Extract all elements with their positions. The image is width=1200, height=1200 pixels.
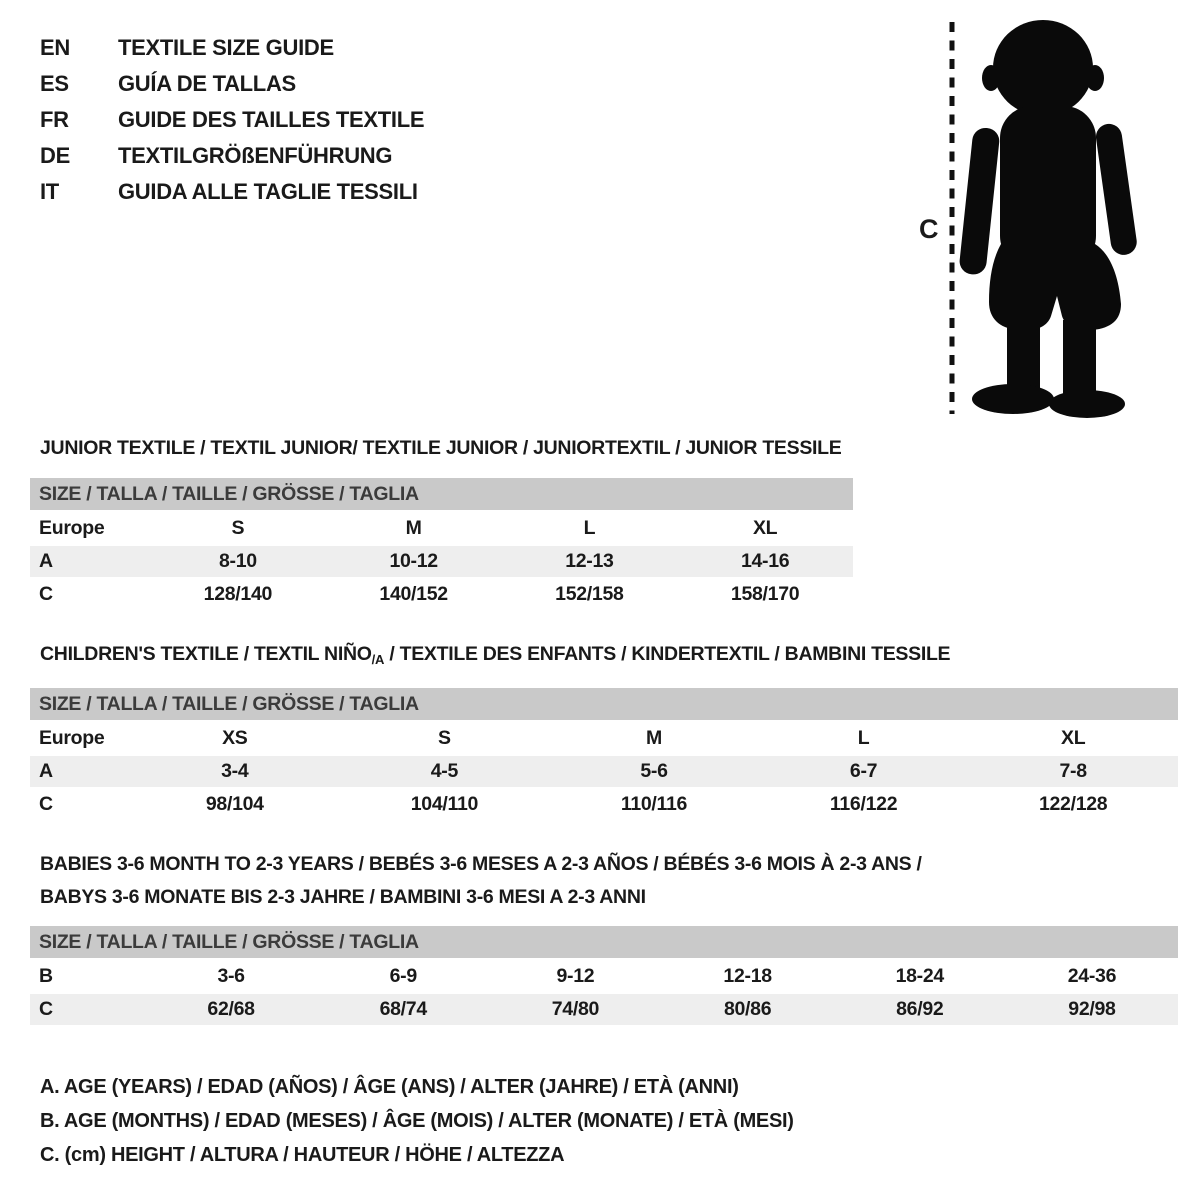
measure-legend [40, 1070, 794, 1172]
children-title-sub: /A [371, 652, 385, 667]
table-row-age-years [30, 756, 1178, 787]
lang-row-es [40, 66, 424, 102]
size-cell: 158/170 [730, 583, 800, 605]
lang-row-fr [40, 102, 424, 138]
lang-code: IT [40, 179, 59, 204]
size-cell: S [438, 727, 451, 749]
children-section-title [40, 642, 950, 672]
table-row-age-years [30, 546, 853, 577]
children-size-table [30, 688, 1178, 822]
lang-code: EN [40, 35, 70, 60]
size-header-label: SIZE / TALLA / TAILLE / GRÖSSE / TAGLIA [39, 692, 419, 715]
junior-size-table [30, 478, 853, 612]
size-cell: 80/86 [723, 998, 772, 1020]
size-header-bar [30, 478, 853, 510]
size-cell: 3-6 [217, 965, 245, 987]
legend-line-a: A. AGE (YEARS) / EDAD (AÑOS) / ÂGE (ANS) / ALTER (JAHRE) / ETÀ (ANNI) [40, 1075, 739, 1098]
size-cell: 5-6 [640, 760, 668, 782]
size-header-bar [30, 688, 1178, 720]
lang-row-de [40, 138, 424, 174]
size-cell: 6-7 [849, 760, 878, 782]
babies-title-line2: BABYS 3-6 MONATE BIS 2-3 JAHRE / BAMBINI 3-6 MESI A 2-3 ANNI [40, 886, 646, 908]
size-cell: 7-8 [1059, 760, 1087, 782]
lang-row-en [40, 30, 424, 66]
lang-title: TEXTILGRÖßENFÜHRUNG [118, 143, 393, 168]
lang-code: ES [40, 71, 69, 96]
size-cell: 122/128 [1038, 793, 1108, 815]
size-cell: 10-12 [389, 550, 438, 572]
height-measure-label: C [919, 214, 939, 244]
row-label: C [39, 583, 53, 605]
row-label: Europe [39, 727, 105, 749]
row-label: C [39, 998, 53, 1020]
babies-section-title [40, 848, 922, 914]
size-cell: 104/110 [410, 793, 479, 815]
size-cell: 110/116 [620, 793, 688, 815]
size-cell: 152/158 [555, 583, 624, 605]
size-cell: 12-18 [723, 965, 772, 987]
language-title-list [40, 30, 424, 210]
legend-line-b: B. AGE (MONTHS) / EDAD (MESES) / ÂGE (MOIS) / ALTER (MONATE) / ETÀ (MESI) [40, 1109, 794, 1132]
children-title-pre: CHILDREN'S TEXTILE / TEXTIL NIÑO [40, 643, 372, 665]
size-cell: 92/98 [1068, 998, 1116, 1020]
junior-section-title: JUNIOR TEXTILE / TEXTIL JUNIOR/ TEXTILE JUNIOR / JUNIORTEXTIL / JUNIOR TESSILE [40, 437, 842, 459]
size-header-bar [30, 926, 1178, 958]
size-cell: L [583, 517, 596, 539]
babies-title-line1: BABIES 3-6 MONTH TO 2-3 YEARS / BEBÉS 3-6 MESES A 2-3 AÑOS / BÉBÉS 3-6 MOIS À 2-3 ANS / [40, 853, 922, 875]
size-cell: M [405, 517, 422, 539]
size-cell: 3-4 [221, 760, 249, 782]
size-cell: XL [1061, 727, 1086, 749]
lang-title: GUÍA DE TALLAS [118, 71, 296, 96]
size-cell: S [231, 517, 245, 539]
lang-code: FR [40, 107, 69, 132]
table-row-height [30, 579, 853, 610]
table-row-europe [30, 513, 853, 544]
size-cell: 62/68 [207, 998, 255, 1020]
row-label: C [39, 793, 53, 815]
size-cell: 128/140 [203, 583, 273, 605]
size-header-label: SIZE / TALLA / TAILLE / GRÖSSE / TAGLIA [39, 482, 419, 505]
lang-title: GUIDE DES TAILLES TEXTILE [118, 107, 425, 132]
table-row-age-months [30, 961, 1178, 992]
size-cell: 98/104 [205, 793, 264, 815]
size-cell: 86/92 [896, 998, 944, 1020]
table-row-europe [30, 723, 1178, 754]
table-row-height [30, 994, 1178, 1025]
lang-title: GUIDA ALLE TAGLIE TESSILI [118, 179, 418, 204]
size-cell: XL [752, 517, 778, 539]
size-cell: 8-10 [218, 550, 257, 572]
row-label: A [39, 760, 53, 782]
size-cell: 140/152 [379, 583, 448, 605]
size-cell: 24-36 [1067, 965, 1117, 987]
table-row-height [30, 789, 1178, 820]
children-title-post: / TEXTILE DES ENFANTS / KINDERTEXTIL / BAMBINI TESSILE [384, 643, 951, 665]
row-label: A [39, 550, 53, 572]
legend-line-c: C. (cm) HEIGHT / ALTURA / HAUTEUR / HÖHE / ALTEZZA [40, 1143, 565, 1166]
babies-size-table [30, 926, 1178, 1027]
size-cell: 74/80 [551, 998, 600, 1020]
size-cell: 68/74 [379, 998, 427, 1020]
row-label: B [39, 965, 53, 987]
size-cell: 116/122 [829, 793, 898, 815]
size-cell: M [646, 727, 662, 749]
size-cell: XS [222, 727, 248, 749]
size-cell: 14-16 [740, 550, 790, 572]
size-cell: 12-13 [565, 550, 614, 572]
size-cell: L [857, 727, 870, 749]
size-cell: 4-5 [430, 760, 459, 782]
lang-code: DE [40, 143, 70, 168]
lang-title: TEXTILE SIZE GUIDE [118, 35, 334, 60]
size-cell: 6-9 [389, 965, 417, 987]
size-cell: 18-24 [895, 965, 944, 987]
size-header-label: SIZE / TALLA / TAILLE / GRÖSSE / TAGLIA [39, 930, 419, 953]
size-cell: 9-12 [556, 965, 595, 987]
row-label: Europe [39, 517, 105, 539]
lang-row-it [40, 174, 424, 210]
